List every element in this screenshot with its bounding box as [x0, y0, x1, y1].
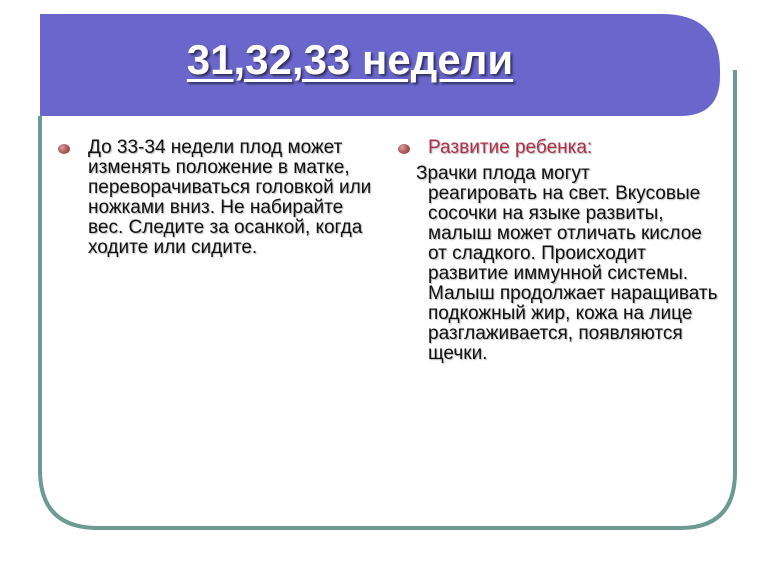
right-bullet-heading: [398, 138, 718, 158]
right-heading: Развитие ребенка:: [428, 137, 593, 158]
right-column: [398, 138, 718, 364]
left-bullet-item: [58, 138, 378, 258]
bullet-icon: [58, 144, 70, 154]
right-body-first-line: Зрачки плода могут: [416, 163, 590, 184]
bullet-icon: [398, 144, 410, 154]
right-body: [398, 164, 718, 364]
slide-title: 31,32,33 недели: [186, 36, 514, 83]
left-column: [58, 138, 378, 258]
right-body-text: реагировать на свет. Вкусовые сосочки на языке развиты, малыш может отличать кислое от сладкого. Происходит развитие иммунной системы. Малыш продолжает наращивать подкожный жир, кожа на лице разглаживается, появляются щечки.: [428, 183, 718, 364]
left-bullet-text: До 33-34 недели плод может изменять положение в матке, переворачиваться головкой или ножками вниз. Не набирайте вес. Следите за осанкой, когда ходите или сидите.: [88, 137, 372, 258]
